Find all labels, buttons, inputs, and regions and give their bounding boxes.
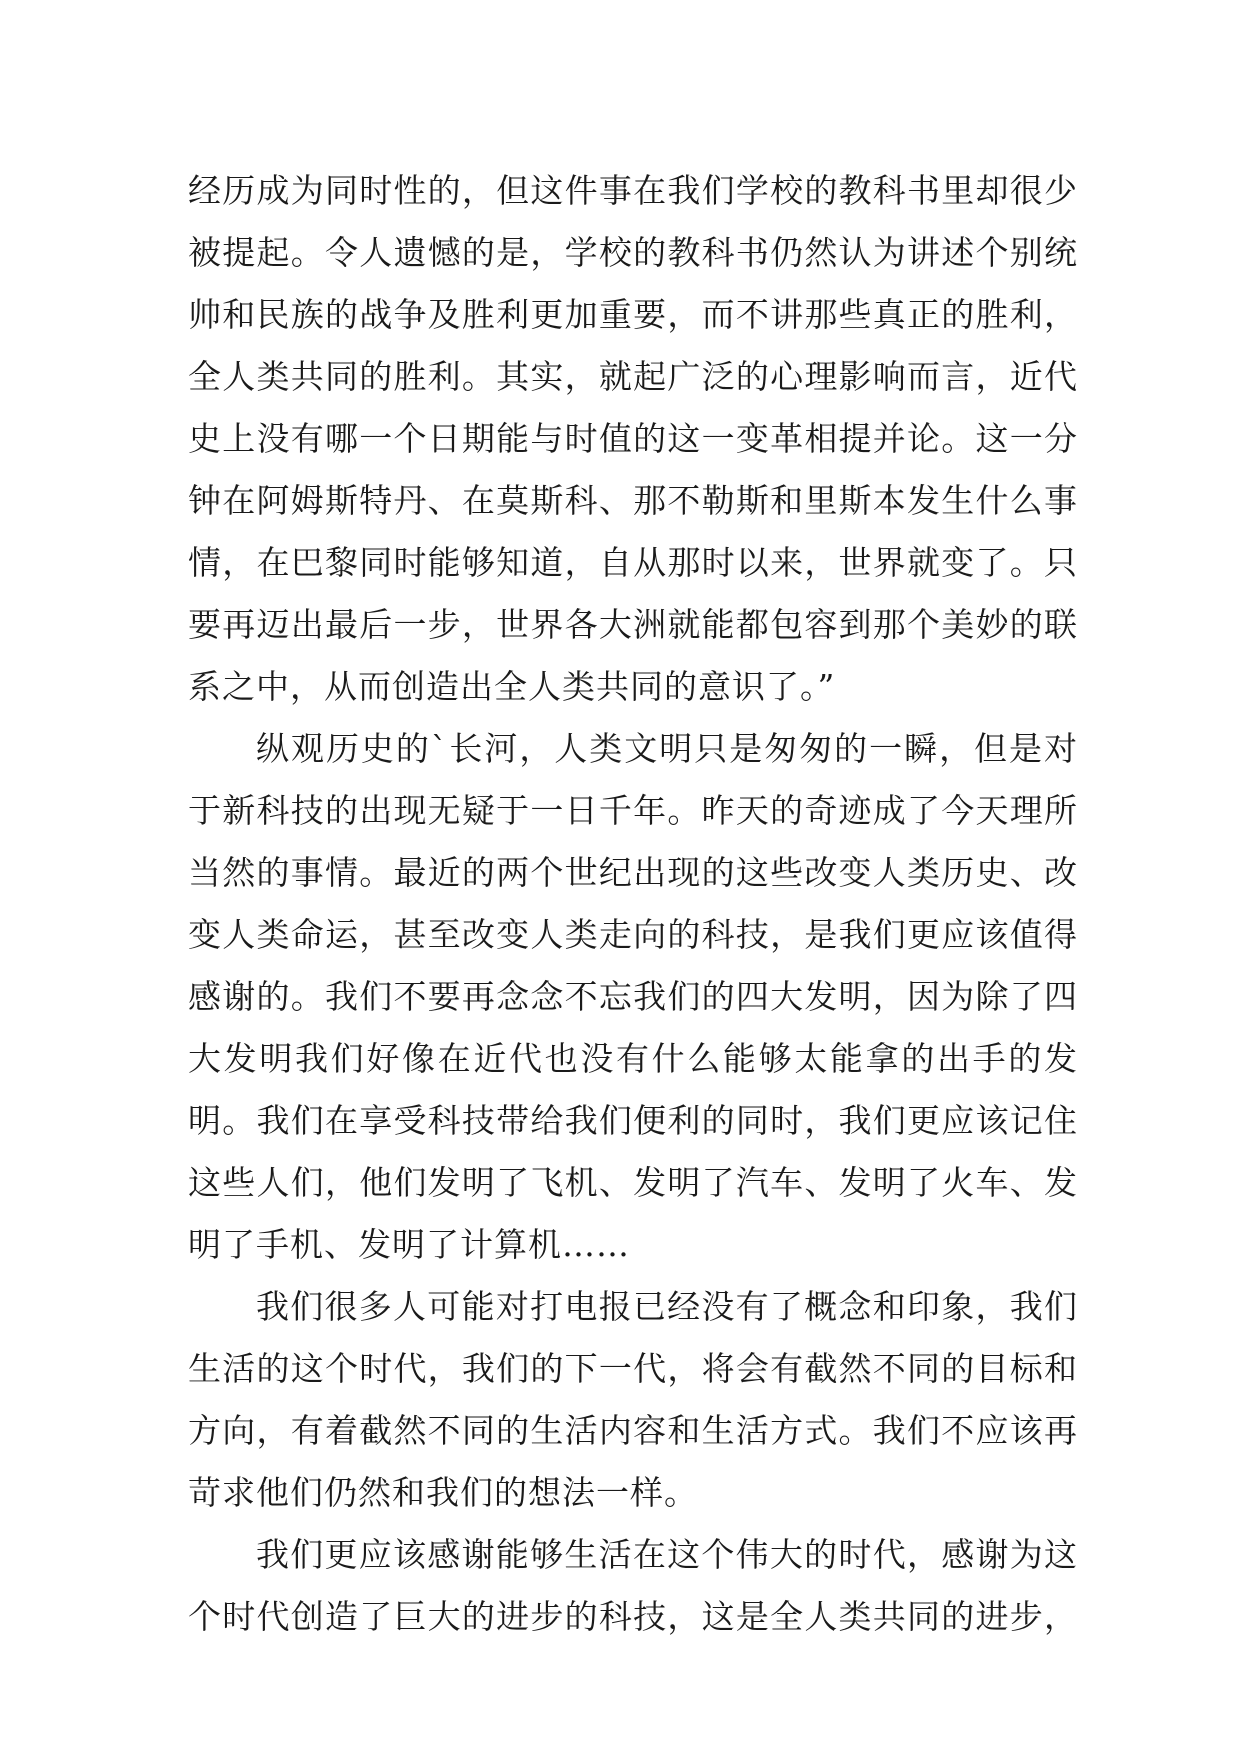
text-line: 我们很多人可能对打电报已经没有了概念和印象，我们 (256, 1287, 1078, 1326)
text-line: 于新科技的出现无疑于一日千年。昨天的奇迹成了今天理所 (188, 791, 1078, 830)
text-line: 苛求他们仍然和我们的想法一样。 (188, 1473, 698, 1512)
paragraph (188, 1276, 1078, 1524)
text-line: 大发明我们好像在近代也没有什么能够太能拿的出手的发 (188, 1039, 1078, 1078)
text-line: 经历成为同时性的，但这件事在我们学校的教科书里却很少 (188, 171, 1078, 210)
paragraph (188, 160, 1078, 718)
text-line: 钟在阿姆斯特丹、在莫斯科、那不勒斯和里斯本发生什么事 (188, 481, 1078, 520)
text-line: 当然的事情。最近的两个世纪出现的这些改变人类历史、改 (188, 853, 1078, 892)
text-line: 史上没有哪一个日期能与时值的这一变革相提并论。这一分 (188, 419, 1078, 458)
text-line: 我们更应该感谢能够生活在这个伟大的时代，感谢为这 (256, 1535, 1078, 1574)
text-line: 情，在巴黎同时能够知道，自从那时以来，世界就变了。只 (188, 543, 1078, 582)
text-line: 生活的这个时代，我们的下一代，将会有截然不同的目标和 (188, 1349, 1078, 1388)
text-line: 明。我们在享受科技带给我们便利的同时，我们更应该记住 (188, 1101, 1078, 1140)
text-line: 系之中，从而创造出全人类共同的意识了。” (188, 667, 836, 706)
text-line: 方向，有着截然不同的生活内容和生活方式。我们不应该再 (188, 1411, 1078, 1450)
text-line: 要再迈出最后一步，世界各大洲就能都包容到那个美妙的联 (188, 605, 1078, 644)
paragraph (188, 1524, 1078, 1648)
text-line: 帅和民族的战争及胜利更加重要，而不讲那些真正的胜利， (188, 295, 1078, 334)
text-line: 纵观历史的`长河，人类文明只是匆匆的一瞬，但是对 (256, 729, 1078, 768)
text-line: 被提起。令人遗憾的是，学校的教科书仍然认为讲述个别统 (188, 233, 1078, 272)
text-line: 明了手机、发明了计算机…… (188, 1225, 630, 1264)
text-line: 全人类共同的胜利。其实，就起广泛的心理影响而言，近代 (188, 357, 1078, 396)
body-text (188, 160, 1078, 1648)
text-line: 这些人们，他们发明了飞机、发明了汽车、发明了火车、发 (188, 1163, 1078, 1202)
paragraph (188, 718, 1078, 1276)
text-line: 变人类命运，甚至改变人类走向的科技，是我们更应该值得 (188, 915, 1078, 954)
text-line: 个时代创造了巨大的进步的科技，这是全人类共同的进步， (188, 1597, 1078, 1636)
text-line: 感谢的。我们不要再念念不忘我们的四大发明，因为除了四 (188, 977, 1078, 1016)
